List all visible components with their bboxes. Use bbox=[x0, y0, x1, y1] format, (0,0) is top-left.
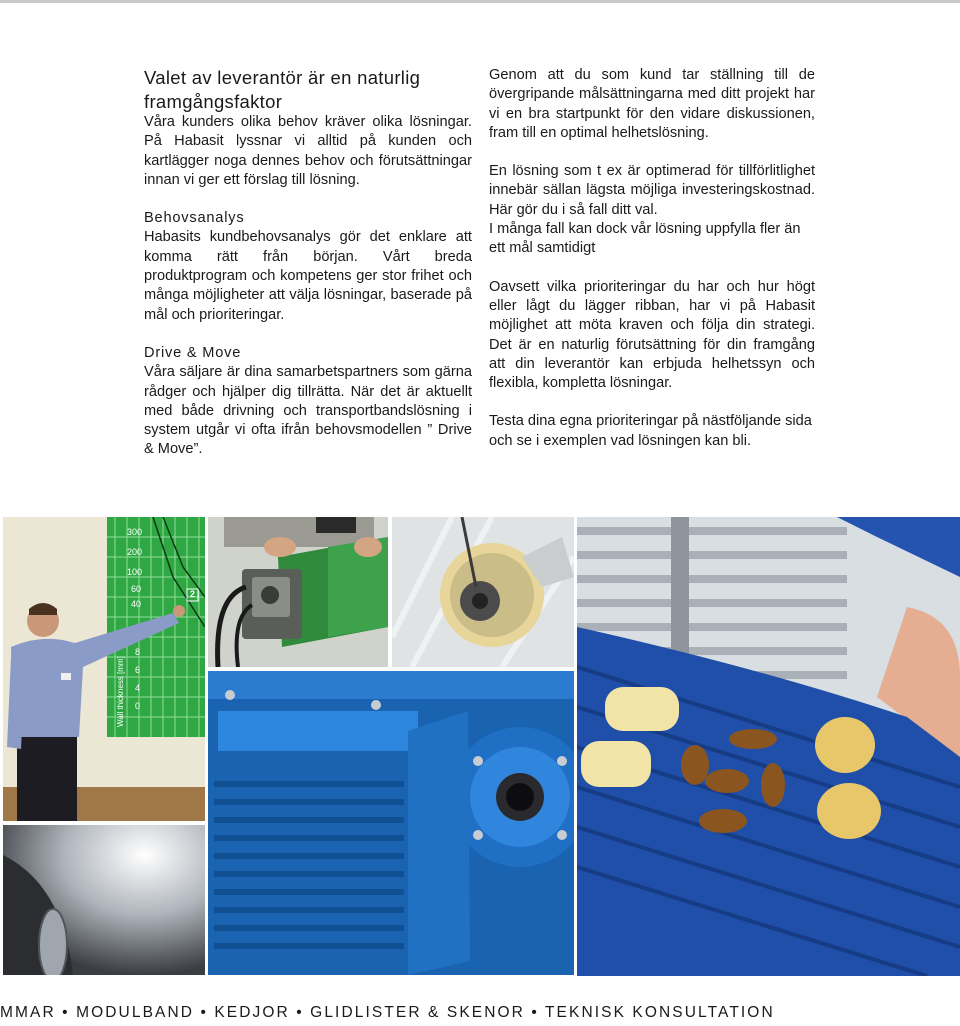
para2a: En lösning som t ex är optimerad för tillförlitlighet innebär sällan lägsta möjliga investeringskostnad. Här gör du i så fall ditt val. bbox=[489, 163, 815, 218]
photo-sprocket bbox=[392, 517, 574, 667]
section1-heading: Behovsanalys bbox=[144, 210, 245, 227]
footer-product-list: MMAR • MODULBAND • KEDJOR • GLIDLISTER & SKENOR • TEKNISK KONSULTATION bbox=[0, 1004, 775, 1021]
chart-marker: 2 bbox=[190, 589, 196, 599]
section2-text: Våra säljare är dina samarbetspartners som gärna rådger och hjälper dig tillrätta. När det är aktuellt med både drivning och transportbandslösning i system utgår vi ofta ifrån behovsmodellen ” Drive & Move”. bbox=[144, 364, 472, 458]
para3: Oavsett vilka prioriteringar du har och hur högt eller lågt du lägger ribban, har vi på Habasit möjlighet att möta kraven och följa din strategi. Det är en naturlig förutsättning för din framgång att din leverantör kan erbjuda helhetssyn och flexibla, kompletta lösningar. bbox=[489, 278, 815, 392]
section1-text: Habasits kundbehovsanalys gör det enklare att komma rätt från början. Vårt breda produktprogram och kompetens ger stor frihet och många möjligheter att välja lösningar, baserade på mål och prioriteringar. bbox=[144, 229, 472, 323]
chart-axis-label: Wall thickness [mm] bbox=[116, 656, 125, 727]
para1: Genom att du som kund tar ställning till de övergripande målsättningarna med ditt projekt har vi en bra startpunkt för den vidare diskussionen, fram till en optimal helhetslösning. bbox=[489, 67, 815, 141]
chart-tick-8: 8 bbox=[135, 647, 141, 657]
section2-heading: Drive & Move bbox=[144, 344, 242, 361]
photo-hands-machine bbox=[208, 517, 388, 667]
chart-tick-40: 40 bbox=[131, 599, 142, 609]
chart-tick-60: 60 bbox=[131, 584, 142, 594]
chart-tick-200: 200 bbox=[127, 547, 143, 557]
top-rule bbox=[0, 0, 960, 3]
title-line2: framgångsfaktor bbox=[144, 90, 283, 112]
right-column bbox=[489, 66, 815, 451]
photo-presenter bbox=[3, 517, 205, 821]
para4: Testa dina egna prioriteringar på nästföljande sida och se i exemplen vad lösningen kan bli. bbox=[489, 413, 812, 449]
left-column bbox=[144, 66, 472, 460]
photo-modular-belt bbox=[577, 517, 960, 976]
chart-tick-300: 300 bbox=[127, 527, 143, 537]
para2b: I många fall kan dock vår lösning uppfylla fler än ett mål samtidigt bbox=[489, 221, 801, 257]
intro-text: Våra kunders olika behov kräver olika lösningar. På Habasit lyssnar vi alltid på kunden och kartlägger noga dennes behov och förutsättningar innan vi ger ett förslag till lösning. bbox=[144, 114, 472, 188]
chart-tick-0: 0 bbox=[135, 701, 141, 711]
chart-tick-100: 100 bbox=[127, 567, 143, 577]
photo-blue-motor bbox=[208, 671, 574, 975]
chart-tick-4: 4 bbox=[135, 683, 141, 693]
photo-roller bbox=[3, 825, 205, 975]
chart-tick-6: 6 bbox=[135, 665, 141, 675]
title-line1: Valet av leverantör är en naturlig bbox=[144, 67, 421, 88]
